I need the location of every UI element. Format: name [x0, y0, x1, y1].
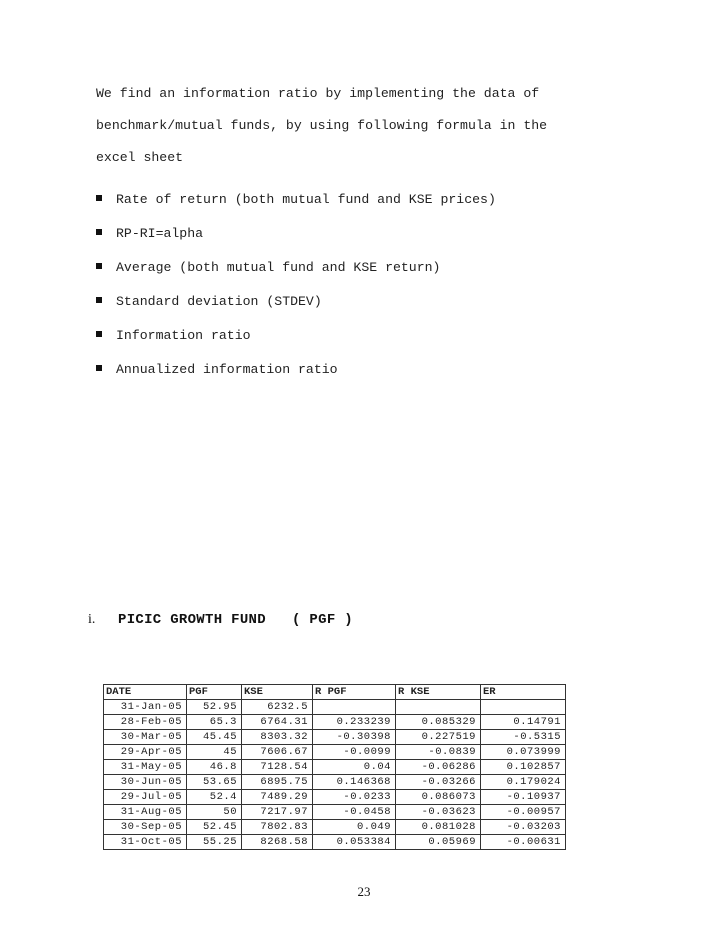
cell-kse: 7489.29: [242, 790, 313, 805]
cell-kse: 7128.54: [242, 760, 313, 775]
cell-pgf: 52.45: [187, 820, 242, 835]
cell-r-kse: 0.086073: [396, 790, 481, 805]
cell-r-pgf: -0.0458: [313, 805, 396, 820]
cell-pgf: 55.25: [187, 835, 242, 850]
list-item: [96, 284, 496, 318]
cell-kse: 7606.67: [242, 745, 313, 760]
cell-r-pgf: 0.146368: [313, 775, 396, 790]
fund-returns-table: [103, 684, 566, 850]
cell-date: 31-Jan-05: [104, 700, 187, 715]
column-header-kse: KSE: [242, 685, 313, 700]
cell-er: 0.073999: [481, 745, 566, 760]
cell-er: -0.00957: [481, 805, 566, 820]
cell-r-pgf: -0.30398: [313, 730, 396, 745]
list-item-text: Information ratio: [116, 327, 251, 343]
cell-r-kse: [396, 700, 481, 715]
table-row: [104, 805, 566, 820]
section-heading: [88, 612, 353, 628]
cell-r-pgf: 0.04: [313, 760, 396, 775]
cell-er: -0.03203: [481, 820, 566, 835]
square-bullet-icon: [96, 365, 102, 371]
cell-date: 30-Mar-05: [104, 730, 187, 745]
list-item-text: RP-RI=alpha: [116, 225, 204, 241]
column-header-er: ER: [481, 685, 566, 700]
table-row: [104, 790, 566, 805]
cell-date: 29-Jul-05: [104, 790, 187, 805]
list-item-text: Annualized information ratio: [116, 361, 338, 377]
cell-pgf: 52.4: [187, 790, 242, 805]
cell-pgf: 45.45: [187, 730, 242, 745]
cell-er: -0.10937: [481, 790, 566, 805]
list-item: [96, 250, 496, 284]
cell-date: 30-Sep-05: [104, 820, 187, 835]
cell-er: 0.102857: [481, 760, 566, 775]
cell-kse: 8303.32: [242, 730, 313, 745]
cell-kse: 7802.83: [242, 820, 313, 835]
cell-pgf: 45: [187, 745, 242, 760]
column-header-pgf: PGF: [187, 685, 242, 700]
cell-er: 0.14791: [481, 715, 566, 730]
cell-r-kse: 0.227519: [396, 730, 481, 745]
cell-kse: 6232.5: [242, 700, 313, 715]
list-item: [96, 216, 496, 250]
cell-r-pgf: -0.0099: [313, 745, 396, 760]
cell-er: 0.179024: [481, 775, 566, 790]
list-item-text: Standard deviation (STDEV): [116, 293, 322, 309]
cell-pgf: 53.65: [187, 775, 242, 790]
cell-date: 29-Apr-05: [104, 745, 187, 760]
cell-r-kse: -0.0839: [396, 745, 481, 760]
cell-kse: 8268.58: [242, 835, 313, 850]
table-row: [104, 700, 566, 715]
list-item: [96, 352, 496, 386]
square-bullet-icon: [96, 195, 102, 201]
cell-r-kse: -0.06286: [396, 760, 481, 775]
cell-date: 31-Aug-05: [104, 805, 187, 820]
table-header-row: [104, 685, 566, 700]
list-item-text: Average (both mutual fund and KSE return): [116, 259, 441, 275]
cell-er: -0.5315: [481, 730, 566, 745]
square-bullet-icon: [96, 331, 102, 337]
cell-date: 31-May-05: [104, 760, 187, 775]
table-row: [104, 730, 566, 745]
square-bullet-icon: [96, 229, 102, 235]
cell-r-kse: 0.085329: [396, 715, 481, 730]
table-body: [104, 700, 566, 850]
cell-date: 28-Feb-05: [104, 715, 187, 730]
formula-steps-list: [96, 182, 496, 386]
table-row: [104, 835, 566, 850]
cell-r-pgf: -0.0233: [313, 790, 396, 805]
column-header-date: DATE: [104, 685, 187, 700]
cell-pgf: 65.3: [187, 715, 242, 730]
section-title: PICIC GROWTH FUND ( PGF ): [118, 612, 353, 628]
cell-r-pgf: 0.233239: [313, 715, 396, 730]
cell-kse: 6764.31: [242, 715, 313, 730]
paragraph-line-1: We find an information ratio by implementing the data of: [96, 86, 540, 101]
cell-date: 30-Jun-05: [104, 775, 187, 790]
cell-date: 31-Oct-05: [104, 835, 187, 850]
column-header-r-pgf: R PGF: [313, 685, 396, 700]
cell-r-kse: 0.081028: [396, 820, 481, 835]
cell-r-pgf: [313, 700, 396, 715]
page-number: 23: [357, 884, 371, 899]
cell-er: [481, 700, 566, 715]
table-row: [104, 820, 566, 835]
cell-er: -0.00631: [481, 835, 566, 850]
cell-r-kse: -0.03266: [396, 775, 481, 790]
list-item: [96, 318, 496, 352]
cell-pgf: 52.95: [187, 700, 242, 715]
cell-r-kse: -0.03623: [396, 805, 481, 820]
table-row: [104, 760, 566, 775]
cell-kse: 6895.75: [242, 775, 313, 790]
list-item-text: Rate of return (both mutual fund and KSE prices): [116, 191, 496, 207]
table-row: [104, 715, 566, 730]
cell-r-pgf: 0.053384: [313, 835, 396, 850]
section-number: i.: [88, 612, 96, 627]
table-row: [104, 745, 566, 760]
column-header-r-kse: R KSE: [396, 685, 481, 700]
paragraph-line-2: benchmark/mutual funds, by using following formula in the: [96, 118, 548, 133]
cell-r-kse: 0.05969: [396, 835, 481, 850]
table-row: [104, 775, 566, 790]
cell-kse: 7217.97: [242, 805, 313, 820]
cell-r-pgf: 0.049: [313, 820, 396, 835]
cell-pgf: 46.8: [187, 760, 242, 775]
square-bullet-icon: [96, 263, 102, 269]
list-item: [96, 182, 496, 216]
paragraph-line-3: excel sheet: [96, 150, 184, 165]
cell-pgf: 50: [187, 805, 242, 820]
square-bullet-icon: [96, 297, 102, 303]
